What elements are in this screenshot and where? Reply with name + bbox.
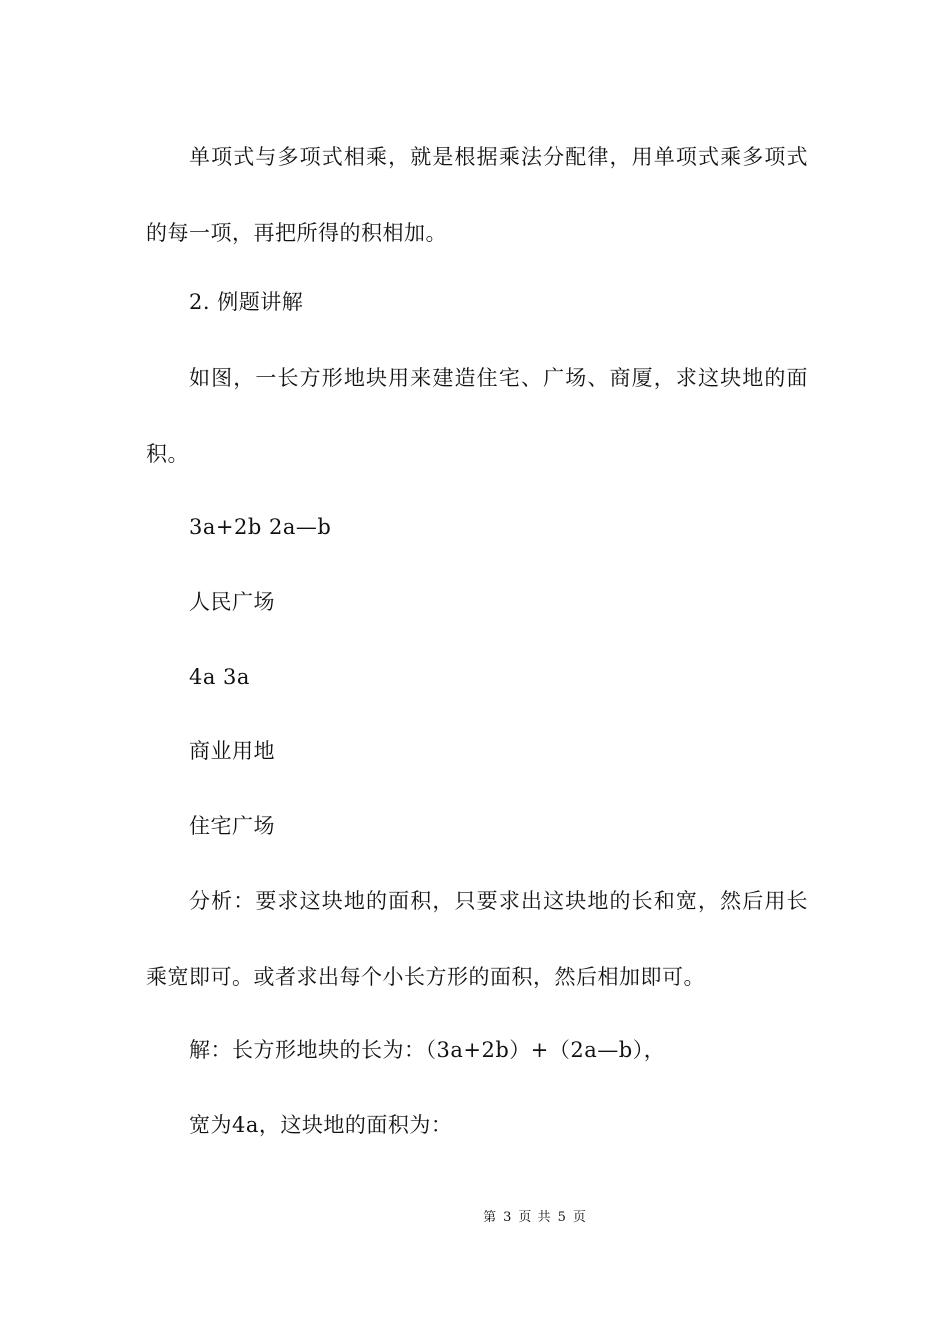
figure-label-commercial-land: 商业用地 (189, 739, 275, 763)
paragraph-problem: 如图，一长方形地块用来建造住宅、广场、商厦，求这块地的面积。 (146, 366, 808, 466)
figure-label-dimensions-top: 3a+2b 2a—b (189, 515, 332, 539)
page-footer (0, 1206, 950, 1225)
footer-prefix: 第 (483, 1210, 498, 1225)
figure-label-residential-square: 住宅广场 (189, 814, 275, 838)
footer-total-pages: 5 (557, 1210, 567, 1225)
paragraph-solution-length: 解：长方形地块的长为：（3a+2b）+（2a—b）， (189, 1038, 666, 1062)
paragraph-analysis: 分析：要求这块地的面积，只要求出这块地的长和宽，然后用长乘宽即可。或者求出每个小长方形的面积，然后相加即可。 (146, 889, 808, 989)
paragraph-solution-width: 宽为4a，这块地的面积为： (189, 1113, 453, 1137)
footer-current-page: 3 (503, 1210, 513, 1225)
section-heading-example: 2. 例题讲解 (189, 290, 304, 314)
footer-middle: 页 共 (518, 1210, 552, 1225)
footer-suffix: 页 (572, 1210, 587, 1225)
figure-label-people-square: 人民广场 (189, 590, 275, 614)
figure-label-dimensions-side: 4a 3a (189, 665, 250, 689)
paragraph-rule: 单项式与多项式相乘，就是根据乘法分配律，用单项式乘多项式的每一项，再把所得的积相加。 (146, 145, 808, 245)
